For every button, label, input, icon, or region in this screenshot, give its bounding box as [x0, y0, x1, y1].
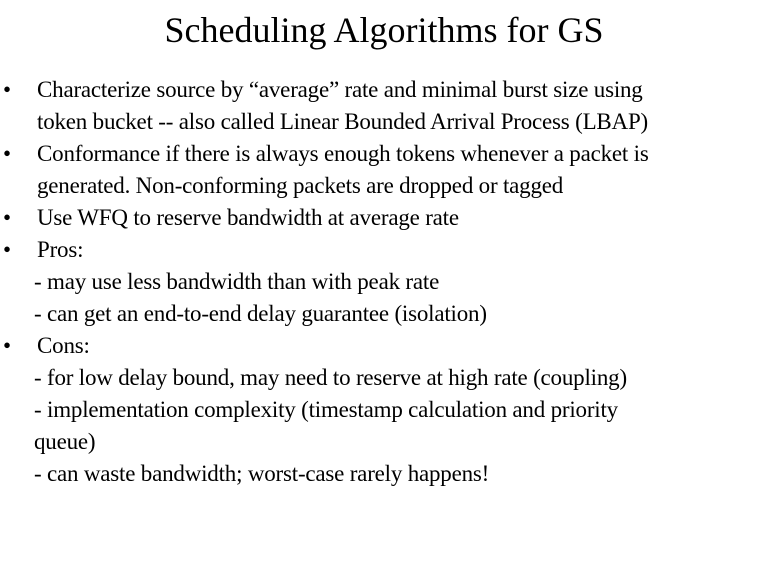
- sub-line: - can waste bandwidth; worst-case rarely happens!: [34, 461, 490, 486]
- bullet-line: Characterize source by “average” rate and minimal burst size using: [37, 77, 643, 102]
- sub-item-cons-waste: [0, 458, 768, 490]
- bullet-line: Cons:: [37, 333, 90, 358]
- sub-line: queue): [34, 429, 96, 454]
- bullet-item-pros: [0, 234, 768, 266]
- bullet-item-conformance: [0, 138, 768, 202]
- bullet-line: token bucket -- also called Linear Bounded Arrival Process (LBAP): [37, 109, 649, 134]
- bullet-item-wfq: [0, 202, 768, 234]
- sub-line: - can get an end-to-end delay guarantee (isolation): [34, 301, 487, 326]
- bullet-glyph: •: [3, 333, 11, 358]
- bullet-glyph: •: [3, 237, 11, 262]
- bullet-item-characterize: [0, 74, 768, 138]
- bullet-line: Pros:: [37, 237, 84, 262]
- slide-title: Scheduling Algorithms for GS: [164, 10, 604, 50]
- bullet-glyph: •: [3, 77, 11, 102]
- bullet-item-cons: [0, 330, 768, 362]
- bullet-glyph: •: [3, 141, 11, 166]
- sub-line: - may use less bandwidth than with peak rate: [34, 269, 440, 294]
- slide-body: [0, 74, 768, 490]
- bullet-line: Conformance if there is always enough tokens whenever a packet is: [37, 141, 649, 166]
- bullet-glyph: •: [3, 205, 11, 230]
- sub-line: - implementation complexity (timestamp calculation and priority: [34, 397, 618, 422]
- sub-item-cons-coupling: [0, 362, 768, 394]
- bullet-line: generated. Non-conforming packets are dropped or tagged: [37, 173, 564, 198]
- sub-line: - for low delay bound, may need to reserve at high rate (coupling): [34, 365, 627, 390]
- bullet-line: Use WFQ to reserve bandwidth at average rate: [37, 205, 459, 230]
- sub-item-pros-delay: [0, 298, 768, 330]
- sub-item-pros-bandwidth: [0, 266, 768, 298]
- sub-item-cons-complexity: [0, 394, 768, 458]
